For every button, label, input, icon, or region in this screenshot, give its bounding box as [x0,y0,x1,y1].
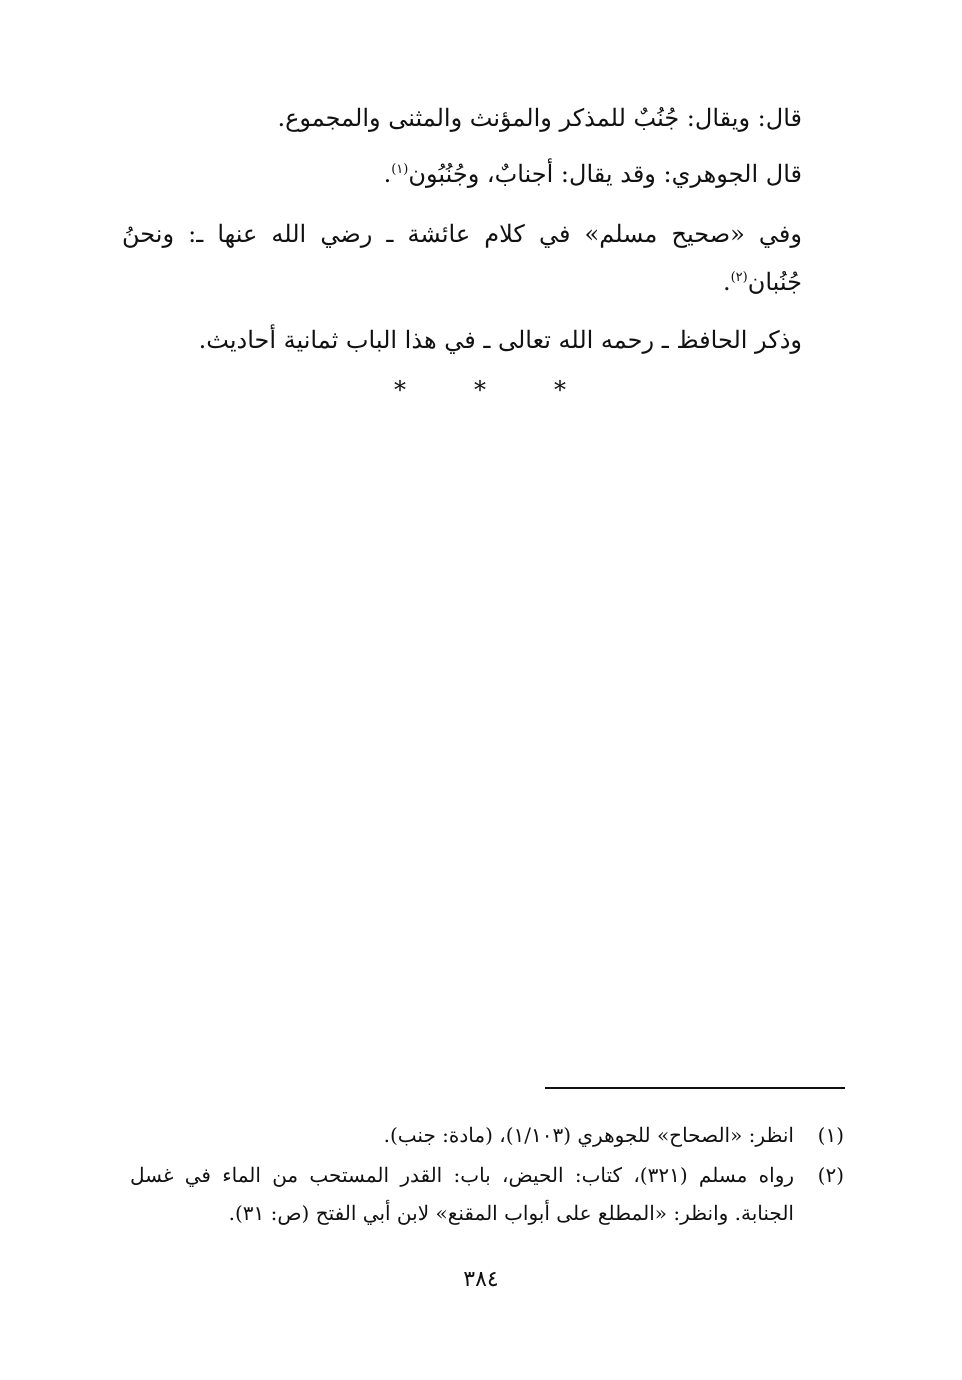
body-line-4-end: . [722,268,731,296]
page-number: ٣٨٤ [463,1267,499,1292]
body-line-4-text: جُنُبان [747,268,802,296]
body-line-1: قال: ويقال: جُنُبٌ للمذكر والمؤنث والمثنى والمجموع. [277,104,802,132]
body-line-2-text: قال الجوهري: وقد يقال: أجنابٌ، وجُنُبُون [408,160,802,188]
separator-star: * [554,376,566,404]
footnote-1-text: انظر: «الصحاح» للجوهري (١/١٠٣)، (مادة: جنب). [383,1123,794,1147]
footnote-ref-1[interactable]: (١) [391,162,409,177]
footnote-2-number: (٢) [817,1163,844,1187]
footnote-2-text-line-1: رواه مسلم (٣٢١)، كتاب: الحيض، باب: القدر المستحب من الماء في غسل [130,1163,795,1187]
body-line-2 [384,154,802,194]
body-line-4 [723,262,802,302]
body-line-5: وذكر الحافظ ـ رحمه الله تعالى ـ في هذا الباب ثمانية أحاديث. [198,326,802,354]
footnote-2-text-line-2: الجنابة. وانظر: «المطلع على أبواب المقنع» لابن أبي الفتح (ص: ٣١). [228,1201,794,1225]
footnote-divider [545,1087,845,1089]
separator-star: * [394,376,406,404]
separator-star: * [474,376,486,404]
section-separator [380,372,580,408]
body-line-2-end: . [383,160,392,188]
footnote-1-number: (١) [817,1123,844,1147]
body-line-3: وفي «صحيح مسلم» في كلام عائشة ـ رضي الله عنها ـ: ونحنُ [122,220,802,248]
footnote-ref-2[interactable]: (٢) [730,270,748,285]
